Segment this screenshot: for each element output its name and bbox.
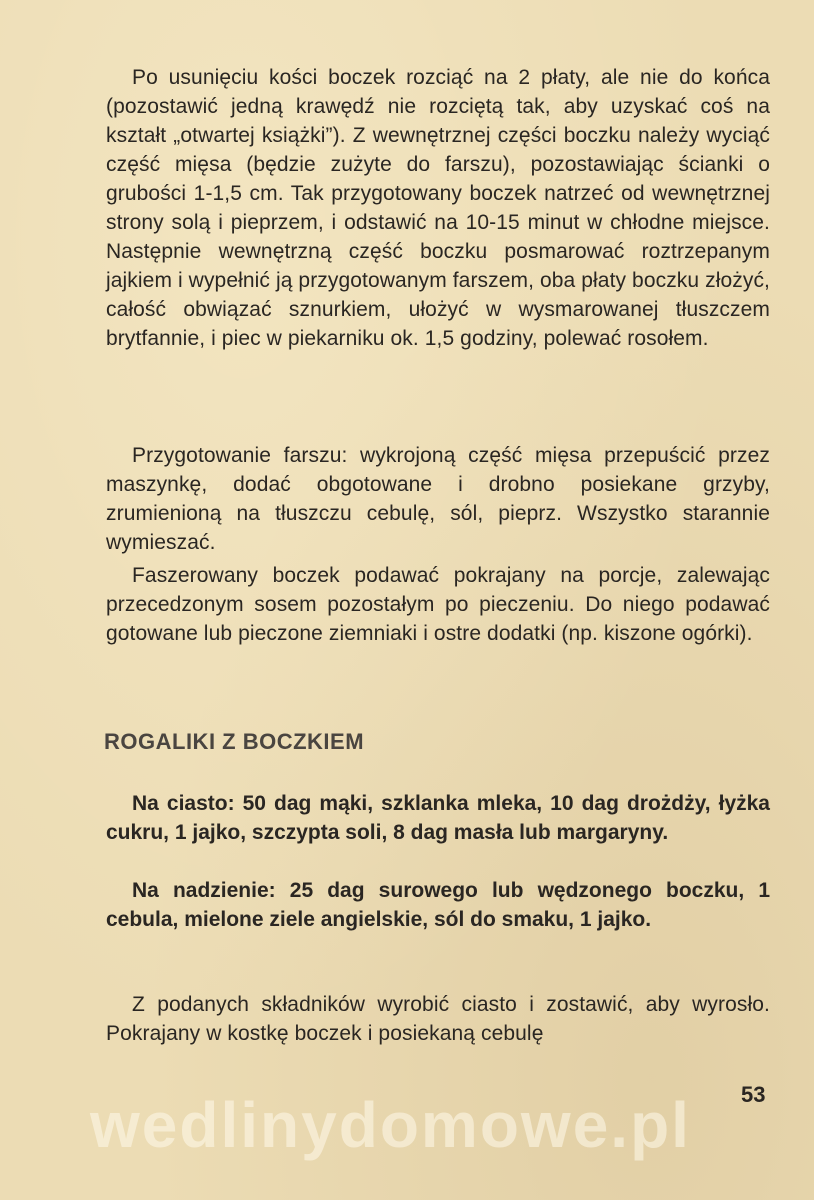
recipe-title: ROGALIKI Z BOCZKIEM — [104, 729, 365, 754]
paragraph-serving: Faszerowany boczek podawać pokrajany na porcje, zalewając przecedzonym sosem pozostałym po pieczeniu. Do niego podawać gotowane lub pieczone ziemniaki i ostre dodatki (np. kiszone ogórki). — [106, 564, 770, 645]
watermark: wedlinydomowe.pl — [90, 1089, 691, 1161]
page-number: 53 — [741, 1082, 766, 1107]
ingredients-dough: Na ciasto: 50 dag mąki, szklanka mleka, 10 dag drożdży, łyżka cukru, 1 jajko, szczypta soli, 8 dag masła lub margaryny. — [106, 792, 770, 844]
paragraph-stuffing: Przygotowanie farszu: wykrojoną część mięsa przepuścić przez maszynkę, dodać obgotowane i drobno posiekane grzyby, zrumienioną na tłuszczu cebulę, sól, pieprz. Wszystko starannie wymieszać. — [106, 444, 770, 554]
paragraph-instructions: Z podanych składników wyrobić ciasto i zostawić, aby wyrosło. Pokrajany w kostkę boczek i posiekaną cebulę — [106, 993, 770, 1045]
ingredients-filling: Na nadzienie: 25 dag surowego lub wędzonego boczku, 1 cebula, mielone ziele angielskie, sól do smaku, 1 jajko. — [106, 879, 770, 931]
paragraph-preparation: Po usunięciu kości boczek rozciąć na 2 płaty, ale nie do końca (pozostawić jedną krawędź nie rozciętą tak, aby uzyskać coś na kształt „otwartej książki”). Z wewnętrznej części boczku należy wyciąć część mięsa (będzie zużyte do farszu), pozostawiając ścianki o grubości 1-1,5 cm. Tak przygotowany boczek natrzeć od wewnętrznej strony solą i pieprzem, i odstawić na 10-15 minut w chłodne miejsce. Następnie wewnętrzną część boczku posmarować roztrzepanym jajkiem i wypełnić ją przygotowanym farszem, oba płaty boczku złożyć, całość obwiązać sznurkiem, ułożyć w wysmarowanej tłuszczem brytfannie, i piec w piekarniku ok. 1,5 godziny, polewać rosołem. — [106, 66, 770, 350]
